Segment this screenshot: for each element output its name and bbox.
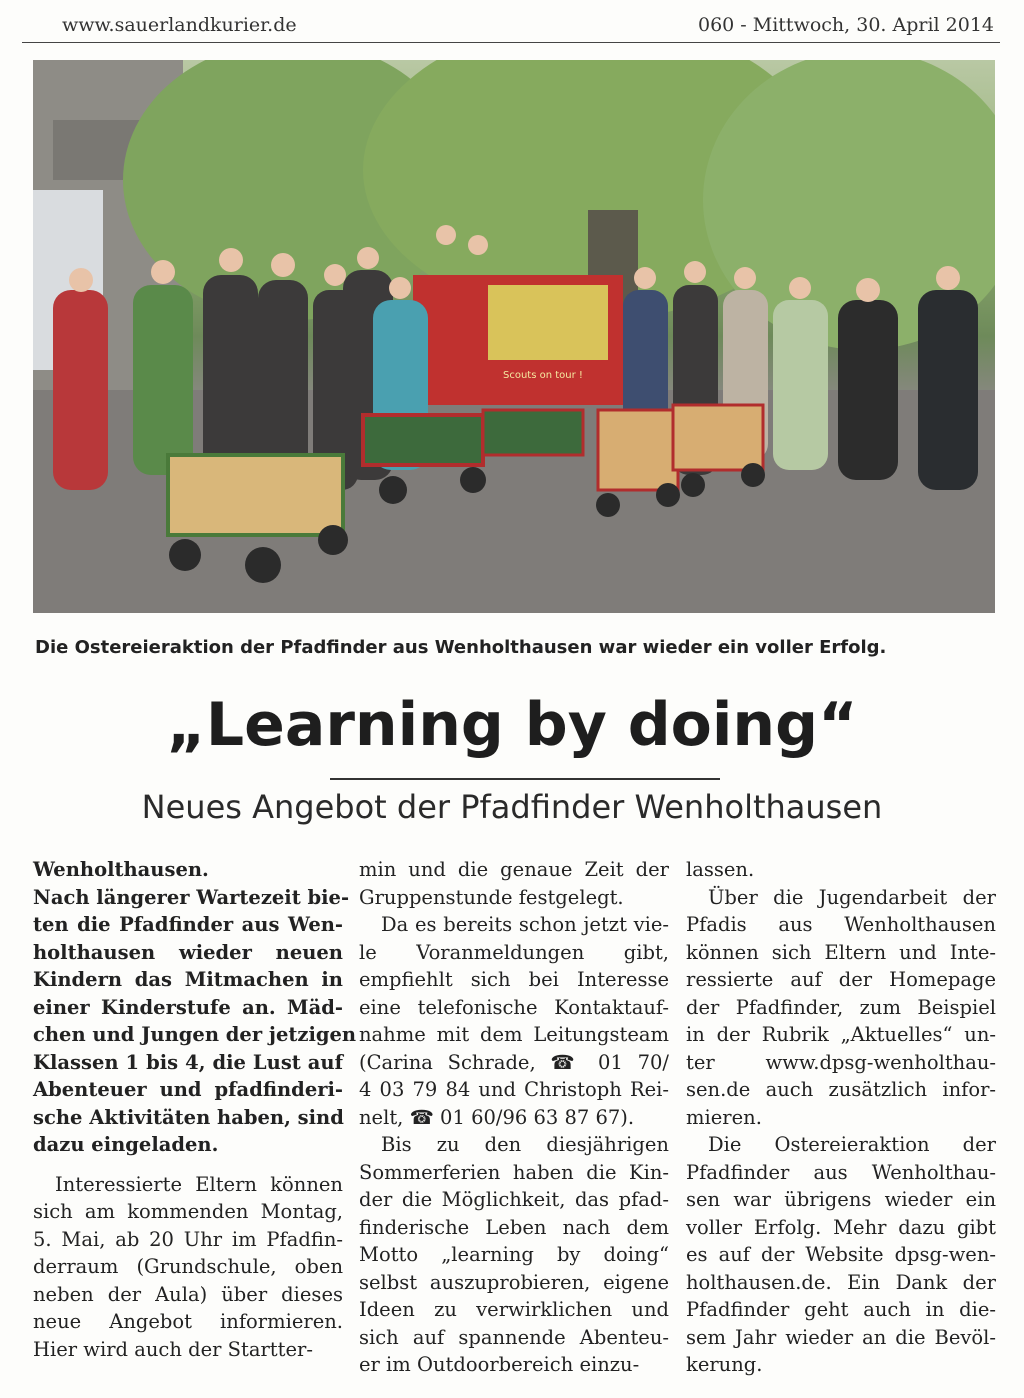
body-paragraph bbox=[33, 1171, 343, 1364]
text-line: Pfadfinder geht auch in die- bbox=[686, 1298, 996, 1321]
text-line: Über die Jugendarbeit der bbox=[708, 885, 996, 909]
text-line: sen.de auch zusätzlich infor- bbox=[686, 1078, 996, 1101]
text-line: lassen. bbox=[686, 858, 755, 881]
text-line: empfiehlt sich bei Interesse bbox=[359, 968, 669, 991]
text-line: Interessierte Eltern können bbox=[55, 1172, 343, 1196]
site-url: www.sauerlandkurier.de bbox=[62, 14, 297, 36]
text-line: Nach längerer Wartezeit bie- bbox=[33, 885, 350, 909]
lead-paragraph bbox=[33, 856, 357, 1159]
divider bbox=[330, 778, 720, 780]
text-line: Da es bereits schon jetzt vie- bbox=[381, 913, 669, 936]
text-line: 4 03 79 84 und Christoph Rei- bbox=[359, 1078, 669, 1101]
text-line: ter www.dpsg-wenholthau- bbox=[686, 1050, 996, 1074]
text-line: sche Aktivitäten haben, sind bbox=[33, 1105, 344, 1129]
text-line: selbst auszuprobieren, eigene bbox=[359, 1270, 669, 1294]
text-line: kerung. bbox=[686, 1353, 763, 1376]
text-line: 5. Mai, ab 20 Uhr im Pfadfin- bbox=[33, 1227, 343, 1251]
text-line: Motto „learning by doing“ bbox=[359, 1243, 669, 1266]
text-line: Bis zu den diesjährigen bbox=[381, 1133, 669, 1156]
issue-date: 060 - Mittwoch, 30. April 2014 bbox=[698, 14, 994, 36]
text-line: chen und Jungen der jetzigen bbox=[33, 1023, 357, 1046]
article-column-2 bbox=[359, 856, 669, 1379]
headline: „Learning by doing“ bbox=[166, 690, 858, 760]
text-line: ten die Pfadfinder aus Wen- bbox=[33, 913, 343, 936]
text-line: le Voranmeldungen gibt, bbox=[359, 940, 669, 964]
text-line: Pfadfinder aus Wenholthau- bbox=[686, 1160, 996, 1184]
article-column-1 bbox=[33, 856, 357, 1363]
text-line: (Carina Schrade, ☎ 01 70/ bbox=[359, 1050, 669, 1074]
text-line: sich auf spannende Abenteu- bbox=[359, 1325, 669, 1349]
text-line: finderische Leben nach dem bbox=[359, 1215, 669, 1239]
text-line: Klassen 1 bis 4, die Lust auf bbox=[33, 1050, 343, 1074]
page-header bbox=[22, 8, 1000, 43]
text-line: können sich Eltern und Inte- bbox=[686, 940, 996, 964]
text-line: Abenteuer und pfadfinderi- bbox=[33, 1078, 343, 1101]
text-line: nahme mit dem Leitungsteam bbox=[359, 1023, 669, 1046]
text-line: Sommerferien haben die Kin- bbox=[359, 1160, 669, 1184]
photo-caption: Die Ostereieraktion der Pfadfinder aus Wenholthausen war wieder ein voller Erfolg. bbox=[35, 637, 887, 658]
text-line: Kindern das Mitmachen in bbox=[33, 968, 343, 991]
text-line: Pfadis aus Wenholthausen bbox=[686, 913, 996, 936]
text-line: Die Ostereieraktion der bbox=[708, 1133, 996, 1156]
truck-sign: Scouts on tour ! bbox=[503, 370, 583, 381]
text-line: Hier wird auch der Startter- bbox=[33, 1337, 313, 1361]
text-line: in der Rubrik „Aktuelles“ un- bbox=[686, 1023, 996, 1046]
article-column-3 bbox=[686, 856, 996, 1379]
text-line: mieren. bbox=[686, 1105, 762, 1129]
text-line: voller Erfolg. Mehr dazu gibt bbox=[686, 1215, 996, 1239]
text-line: der die Möglichkeit, das pfad- bbox=[359, 1188, 669, 1211]
text-line: es auf der Website dpsg-wen- bbox=[686, 1243, 996, 1266]
text-line: derraum (Grundschule, oben bbox=[33, 1255, 343, 1278]
text-line: einer Kinderstufe an. Mäd- bbox=[33, 995, 343, 1019]
text-line: der Pfadfinder, zum Beispiel bbox=[686, 995, 996, 1019]
text-line: min und die genaue Zeit der bbox=[359, 858, 669, 881]
text-line: nelt, ☎ 01 60/96 63 87 67). bbox=[359, 1105, 635, 1129]
text-line: dazu eingeladen. bbox=[33, 1133, 219, 1156]
text-line: sen war übrigens wieder ein bbox=[686, 1188, 996, 1211]
text-line: sem Jahr wieder an die Bevöl- bbox=[686, 1325, 996, 1349]
text-line: holthausen.de. Ein Dank der bbox=[686, 1270, 996, 1294]
text-line: eine telefonische Kontaktauf- bbox=[359, 995, 669, 1019]
text-line: er im Outdoorbereich einzu- bbox=[359, 1353, 640, 1376]
text-line: neue Angebot informieren. bbox=[33, 1310, 343, 1333]
text-line: Ideen zu verwirklichen und bbox=[359, 1298, 669, 1321]
subheadline: Neues Angebot der Pfadfinder Wenholthausen bbox=[141, 788, 883, 826]
text-line: sich am kommenden Montag, bbox=[33, 1200, 343, 1223]
text-line: Gruppenstunde festgelegt. bbox=[359, 885, 624, 909]
text-line: neben der Aula) über dieses bbox=[33, 1282, 343, 1306]
text-line: holthausen wieder neuen bbox=[33, 940, 343, 964]
text-line: ressierte auf der Homepage bbox=[686, 968, 996, 991]
group-photo bbox=[33, 60, 995, 613]
text-line: Wenholthausen. bbox=[33, 858, 209, 881]
